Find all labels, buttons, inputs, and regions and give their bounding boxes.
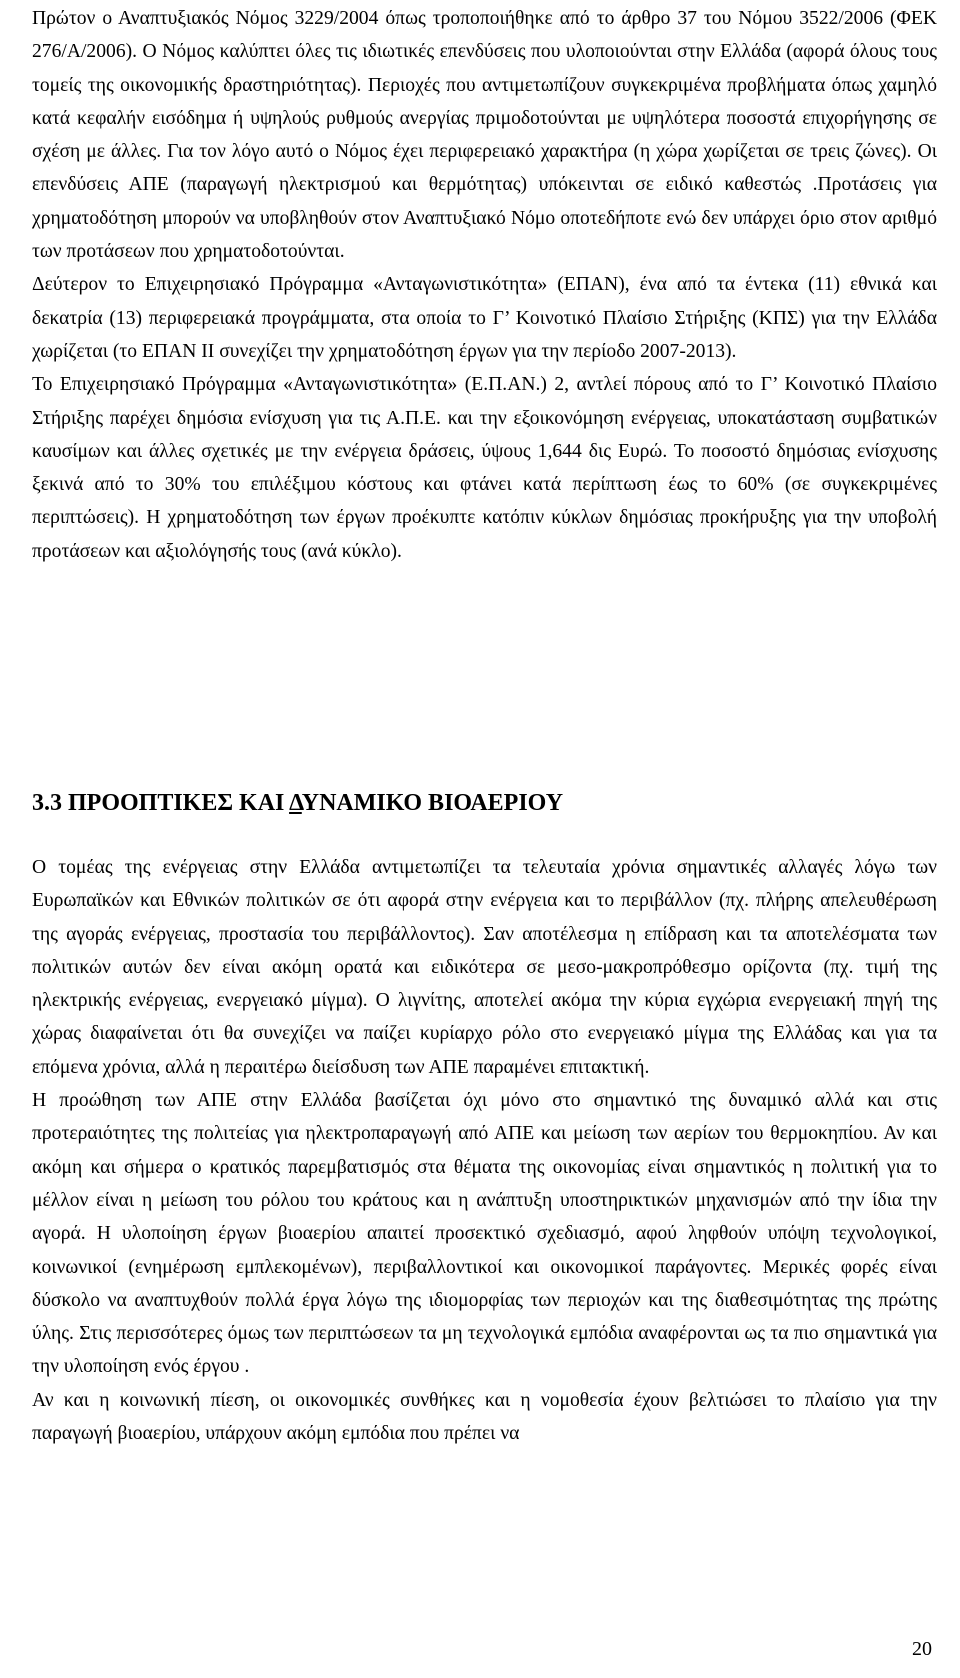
paragraph-res-promotion: Η προώθηση των ΑΠΕ στην Ελλάδα βασίζεται όχι μόνο στο σημαντικό της δυναμικό αλλά και στις προτεραιότητες της πολιτείας για ηλεκτροπαραγωγή από ΑΠΕ και μείωση των αερίων του θερμοκηπίου. Αν και ακόμη και σήμερα ο κρατικός παρεμβατισμός στα θέματα της οικονομίας είναι σημαντικός η πολιτική για το μέλλον είναι η μείωση του ρόλου του κράτους και η ανάπτυξη υποστηρικτικών μηχανισμών από την ίδια την αγορά. Η υλοποίηση έργων βιοαερίου απαιτεί προσεκτικό σχεδιασμό, αφού ληφθούν υπόψη τεχνολογικοί, κοινωνικοί (ενημέρωση εμπλεκομένων), περιβαλλοντικοί και οικονομικοί παράγοντες. Μερικές φορές είναι δύσκολο να αναπτυχθούν πολλά έργα λόγω της ιδιομορφίας των περιοχών και της διαθεσιμότητας της πρώτης ύλης. Στις περισσότερες όμως των περιπτώσεων τα μη τεχνολογικά εμπόδια αναφέρονται ως τα πιο σημαντικά για την υλοποίηση ενός έργου . [32,1090,937,1378]
paragraph-development-law: Πρώτον ο Αναπτυξιακός Νόμος 3229/2004 όπως τροποποιήθηκε από το άρθρο 37 του Νόμου 3522/2006 (ΦΕΚ 276/Α/2006). Ο Νόμος καλύπτει όλες τις ιδιωτικές επενδύσεις που υλοποιούνται στην Ελλάδα (αφορά όλους τους τομείς της οικονομικής δραστηριότητας). Περιοχές που αντιμετωπίζουν συγκεκριμένα προβλήματα όπως χαμηλό κατά κεφαλήν εισόδημα ή υψηλούς ρυθμούς ανεργίας πριμοδοτούνται με υψηλότερα ποσοστά επιχορήγησης σε σχέση με άλλες. Για τον λόγο αυτό ο Νόμος έχει περιφερειακό χαρακτήρα (η χώρα χωρίζεται σε τρεις ζώνες). Οι επενδύσεις ΑΠΕ (παραγωγή ηλεκτρισμού και θερμότητας) υπόκεινται σε ειδικό καθεστώς .Προτάσεις για χρηματοδότηση μπορούν να υποβληθούν στον Αναπτυξιακό Νόμο οποτεδήποτε ενώ δεν υπάρχει όριο στον αριθμό των προτάσεων που χρηματοδοτούνται. [32,8,937,263]
section-heading-prefix: 3.3 ΠΡΟΟΠΤΙΚΕΣ ΚΑΙ [32,790,290,816]
section-heading [32,788,937,818]
paragraph-social-pressure: Αν και η κοινωνική πίεση, οι οικονομικές συνθήκες και η νομοθεσία έχουν βελτιώσει το πλαίσιο για την παραγωγή βιοαερίου, υπάρχουν ακόμη εμπόδια που πρέπει να [32,1389,937,1445]
biogas-section [32,851,937,1450]
intro-section [32,2,937,568]
section-heading-suffix: ΥΝΑΜΙΚΟ ΒΙΟΑΕΡΙΟΥ [301,790,564,816]
section-heading-underlined: Δ [289,790,302,816]
paragraph-epan-program: Δεύτερον το Επιχειρησιακό Πρόγραμμα «Ανταγωνιστικότητα» (ΕΠΑΝ), ένα από τα έντεκα (11) εθνικά και δεκατρία (13) περιφερειακά προγράμματα, στα οποία το Γ’ Κοινοτικό Πλαίσιο Στήριξης (ΚΠΣ) για την Ελλάδα χωρίζεται (το ΕΠΑΝ ΙΙ συνεχίζει την χρηματοδότηση έργων για την περίοδο 2007-2013). [32,274,937,362]
page-number: 20 [912,1638,932,1660]
paragraph-epan-funding: Το Επιχειρησιακό Πρόγραμμα «Ανταγωνιστικότητα» (Ε.Π.ΑΝ.) 2, αντλεί πόρους από το Γ’ Κοινοτικό Πλαίσιο Στήριξης παρέχει δημόσια ενίσχυση για τις Α.Π.Ε. και την εξοικονόμηση ενέργειας, υποκατάσταση συμβατικών καυσίμων και άλλες σχετικές με την ενέργεια δράσεις, ύψους 1,644 δις Ευρώ. Το ποσοστό δημόσιας ενίσχυσης ξεκινά από το 30% του επιλέξιμου κόστους και φτάνει κατά περίπτωση έως το 60% (σε συγκεκριμένες περιπτώσεις). Η χρηματοδότηση των έργων προέκυπτε κατόπιν κύκλων δημόσιας προκήρυξης για την υποβολή προτάσεων και αξιολόγησής τους (ανά κύκλο). [32,374,937,562]
paragraph-energy-sector: Ο τομέας της ενέργειας στην Ελλάδα αντιμετωπίζει τα τελευταία χρόνια σημαντικές αλλαγές λόγω των Ευρωπαϊκών και Εθνικών πολιτικών σε ότι αφορά στην ενέργεια και το περιβάλλον (πχ. πλήρης απελευθέρωση της αγοράς ενέργειας, προστασία του περιβάλλοντος). Σαν αποτέλεσμα η επίδραση και τα αποτελέσματα των πολιτικών αυτών δεν είναι ακόμη ορατά και ειδικότερα σε μεσο-μακροπρόθεσμο ορίζοντα (πχ. τιμή της ηλεκτρικής ενέργειας, ενεργειακό μίγμα). Ο λιγνίτης, αποτελεί ακόμα την κύρια εγχώρια ενεργειακή πηγή της χώρας διαφαίνεται ότι θα συνεχίζει να παίζει κυρίαρχο ρόλο στο ενεργειακό μίγμα της Ελλάδας και για τα επόμενα χρόνια, αλλά η περαιτέρω διείσδυση των ΑΠΕ παραμένει επιτακτική. [32,857,937,1078]
